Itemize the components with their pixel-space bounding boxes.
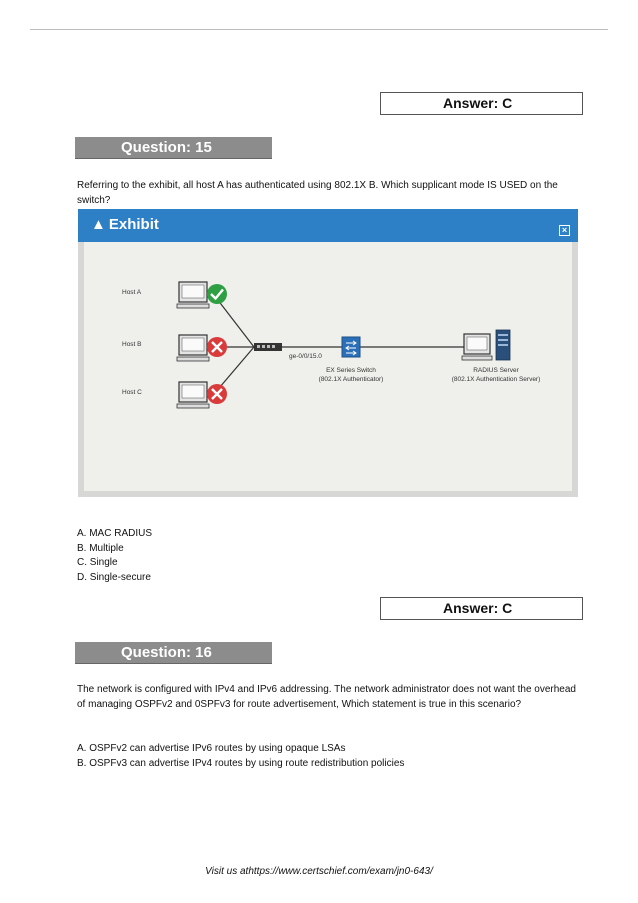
exhibit-diagram [84, 242, 572, 491]
top-rule [30, 29, 608, 30]
switch-role: (802.1X Authenticator) [318, 376, 384, 383]
question-16-header: Question: 16 [75, 642, 272, 664]
server-role: (802.1X Authentication Server) [451, 376, 541, 383]
switch-icon [342, 337, 360, 357]
exhibit-header [78, 209, 578, 242]
question-15-header: Question: 15 [75, 137, 272, 159]
host-b-computer-icon [177, 335, 209, 361]
option-d: D. Single-secure [77, 571, 151, 583]
option-b: B. Multiple [77, 542, 124, 554]
exhibit-title-text: Exhibit [108, 216, 159, 233]
network-diagram [84, 242, 572, 491]
switch-label: EX Series Switch [326, 367, 376, 374]
check-icon [207, 284, 227, 304]
host-a-label: Host A [122, 289, 142, 296]
question-15-text: Referring to the exhibit, all host A has authenticated using 802.1X B. Which supplicant mode IS USED on the switch? [77, 180, 558, 206]
server-label: RADIUS Server [473, 367, 519, 374]
question-16-text: The network is configured with IPv4 and IPv6 addressing. The network administrator does not want the overhead of managing OSPFv2 and 0SPFv3 for route advertisement, Which statement is true in this scenario? [77, 684, 576, 710]
option-c: C. Single [77, 557, 118, 568]
host-a-computer-icon [177, 282, 209, 308]
footer-link[interactable]: Visit us athttps://www.certschief.com/exam/jn0-643/ [205, 866, 433, 877]
radius-server-icon [462, 330, 510, 360]
exhibit-title [91, 215, 159, 235]
port-label: ge-0/0/15.0 [289, 353, 322, 360]
answer-box-15: Answer: C [380, 597, 583, 620]
option-a: A. MAC RADIUS [77, 528, 153, 539]
host-c-label: Host C [122, 389, 142, 396]
question-16-options [77, 742, 577, 771]
juniper-logo-icon: ▲ [91, 216, 106, 233]
answer-box-14: Answer: C [380, 92, 583, 115]
host-c-computer-icon [177, 382, 209, 408]
fail-x-icon [207, 337, 227, 357]
option-a: A. OSPFv2 can advertise IPv6 routes by using opaque LSAs [77, 743, 346, 754]
close-icon[interactable]: × [559, 225, 570, 236]
fail-x-icon [207, 384, 227, 404]
host-b-label: Host B [122, 341, 142, 348]
exhibit-image [78, 209, 578, 497]
question-15-options [77, 527, 577, 585]
option-b: B. OSPFv3 can advertise IPv4 routes by using route redistribution policies [77, 757, 405, 769]
